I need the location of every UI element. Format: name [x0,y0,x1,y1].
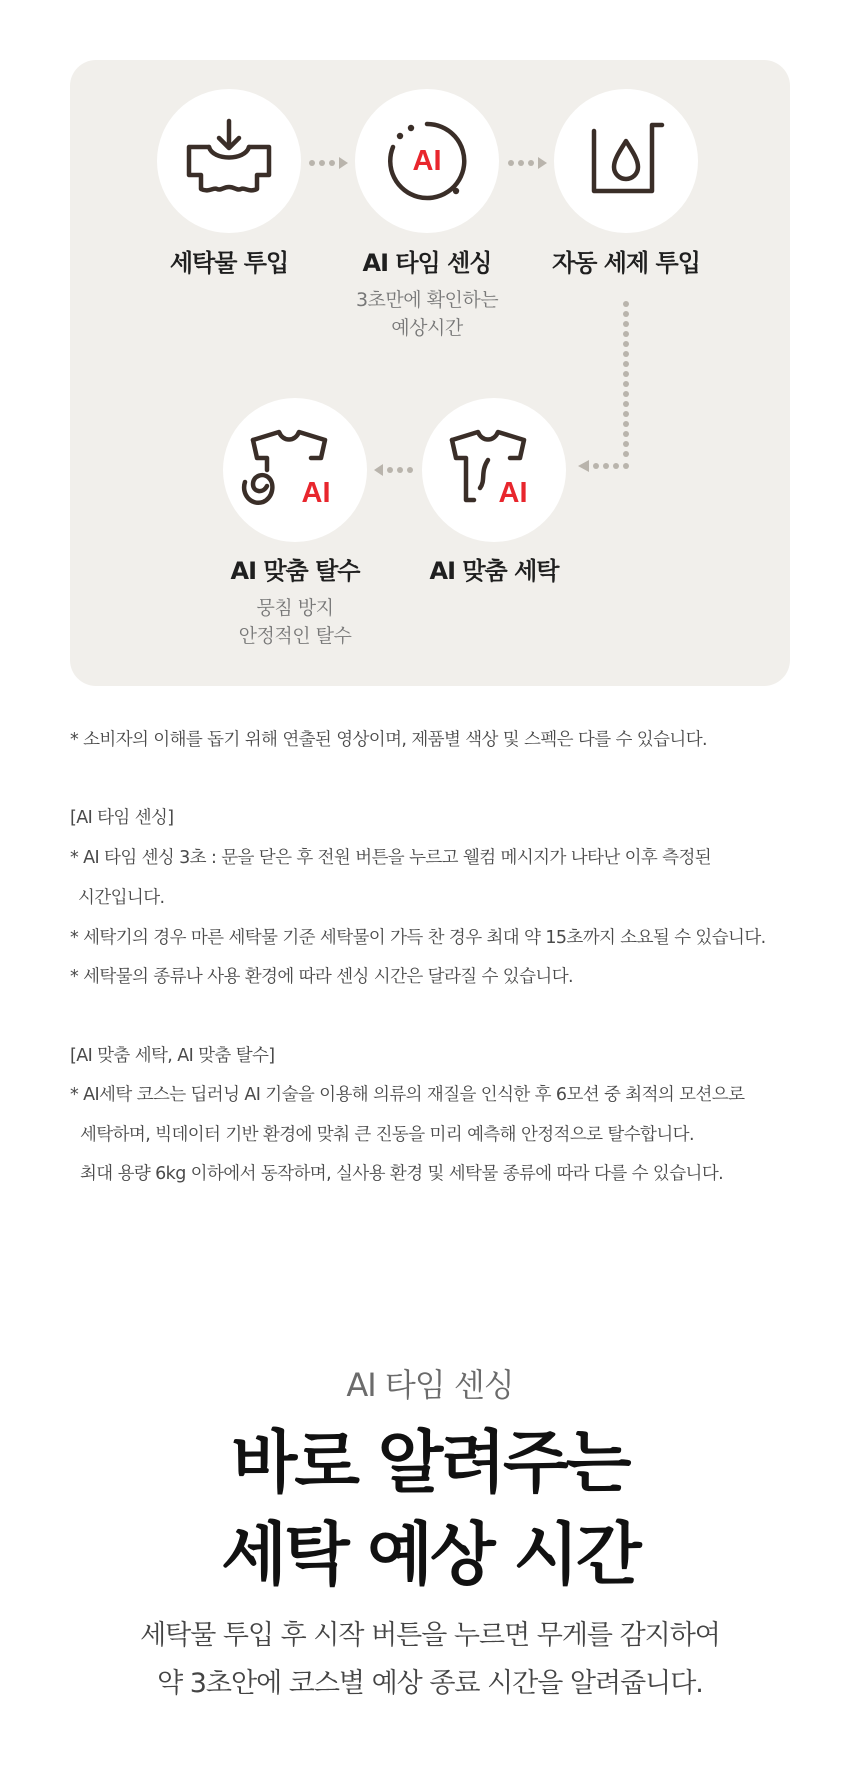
hero-description-line1: 세탁물 투입 후 시작 버튼을 누르면 무게를 감지하여 [140,1620,720,1651]
step4-label: AI 맞춤 세탁 [429,557,559,585]
step5-circle [223,398,367,542]
step5-sub-line2: 안정적인 탈수 [238,625,352,647]
hero-description [0,1612,860,1708]
section2-note-1b: 세탁하며, 빅데이터 기반 환경에 맞춰 큰 진동을 미리 예측해 안정적으로 탈수합니다. [80,1125,694,1145]
step1-circle [157,89,301,233]
svg-text:AI: AI [301,477,331,509]
hero-title [0,1418,860,1602]
section1-note-1b: 시간입니다. [78,888,165,908]
section1-title: [AI 타임 센싱] [70,808,174,828]
hero-title-line2: 세탁 예상 시간 [221,1516,639,1595]
section1-note-3: * 세탁물의 종류나 사용 환경에 따라 센싱 시간은 달라질 수 있습니다. [70,967,573,987]
section1-note-2: * 세탁기의 경우 마른 세탁물 기준 세탁물이 가득 찬 경우 최대 약 15초까지 소요될 수 있습니다. [70,928,766,948]
section2-note-1c: 최대 용량 6kg 이하에서 동작하며, 실사용 환경 및 세탁물 종류에 따라 다를 수 있습니다. [80,1164,724,1184]
dotted-connector [574,300,634,484]
step2-label: AI 타임 센싱 [362,249,492,277]
disclaimer-note: * 소비자의 이해를 돕기 위해 연출된 영상이며, 제품별 색상 및 스펙은 다를 수 있습니다. [70,730,707,750]
arrow-right-icon [308,155,350,174]
step2-circle [355,89,499,233]
step2-sub-line2: 예상시간 [391,317,463,339]
hero-kicker: AI 타임 센싱 [346,1366,514,1404]
arrow-left-icon [372,462,414,481]
ai-time-sensing-icon [355,89,499,233]
section2-note-1: * AI세탁 코스는 딥러닝 AI 기술을 이용해 의류의 재질을 인식한 후 6모션 중 최적의 모션으로 [70,1085,745,1105]
ai-wash-shirt-icon [422,398,566,542]
step5-sub-line1: 뭉침 방지 [256,597,334,619]
step1-label: 세탁물 투입 [169,249,289,277]
step3-label: 자동 세제 투입 [552,249,700,277]
section1-note-1: * AI 타임 센싱 3초 : 문을 닫은 후 전원 버튼을 누르고 웰컴 메시지가 나타난 이후 측정된 [70,848,712,868]
ai-spin-shirt-icon [223,398,367,542]
hero-title-line1: 바로 알려주는 [231,1424,629,1503]
svg-text:AI: AI [412,145,442,177]
laundry-insert-icon [157,89,301,233]
section2-title: [AI 맞춤 세탁, AI 맞춤 탈수] [70,1046,275,1066]
step4-circle [422,398,566,542]
arrow-right-icon [507,155,549,174]
detergent-drop-icon [554,89,698,233]
step2-sub-line1: 3초만에 확인하는 [355,289,499,311]
svg-text:AI: AI [498,477,528,509]
step5-label: AI 맞춤 탈수 [230,557,360,585]
step3-circle [554,89,698,233]
hero-description-line2: 약 3초안에 코스별 예상 종료 시간을 알려줍니다. [157,1668,703,1699]
